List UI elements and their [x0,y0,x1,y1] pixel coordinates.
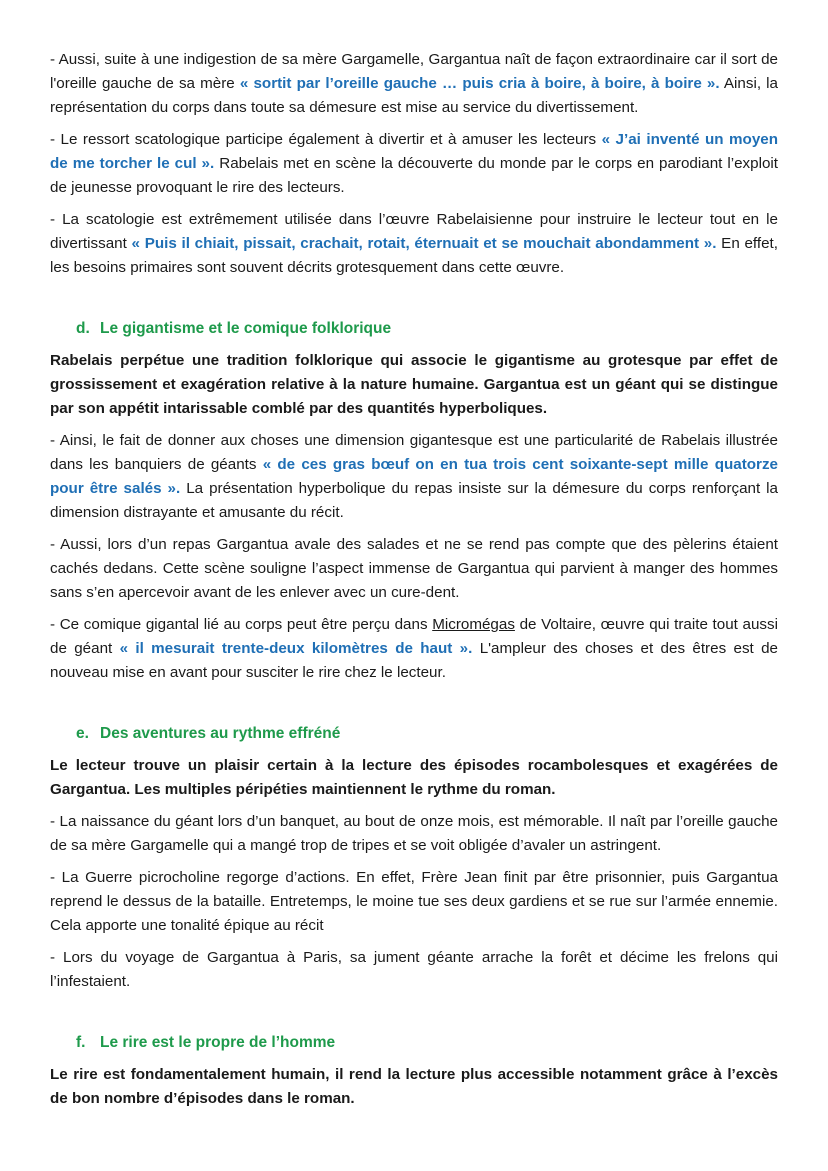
paragraph-birth-ear: - Aussi, suite à une indigestion de sa mère Gargamelle, Gargantua naît de façon extraordinaire car il sort de l'oreille gauche de sa mère « sortit par l’oreille gauche … puis cria à boire, à boire, à boire ». Ainsi, la représentation du corps dans toute sa démesure est mise au service du divertissement. [50,51,779,116]
paragraph-picrocholine-war: - La Guerre picrocholine regorge d’actions. En effet, Frère Jean finit par être prisonnier, puis Gargantua reprend le dessus de la bataille. Entretemps, le moine tue ses deux gardiens et se rue sur l’armée ennemie. Cela apporte une tonalité épique au récit [50,869,778,934]
section-heading-d: d. Le gigantisme et le comique folklorique [76,320,392,337]
section-d-intro: Rabelais perpétue une tradition folklorique qui associe le gigantisme au grotesque par effet de grossissement et exagération relative à la nature humaine. Gargantua est un géant qui se distingue par son appétit intarissable comblé par des quantités hyperboliques. [50,352,778,417]
paragraph-micromegas: - Ce comique gigantal lié au corps peut être perçu dans Micromégas de Voltaire, œuvre qui traite tout aussi de géant « il mesurait trente-deux kilomètres de haut ». L'ampleur des choses et des êtres est de nouveau mise en avant pour susciter le rire chez le lecteur. [50,616,779,681]
paragraph-birth-banquet: - La naissance du géant lors d’un banquet, au bout de onze mois, est mémorable. Il naît par l’oreille gauche de sa mère Gargamelle qui a mangé trop de tripes et se voit obligée d’avaler un astringent. [50,813,778,854]
paragraph-giant-feast: - Ainsi, le fait de donner aux choses une dimension gigantesque est une particularité de Rabelais illustrée dans les banquiers de géants « de ces gras bœuf on en tua trois cent soixante-sept mille quatorze pour être salés ». La présentation hyperbolique du repas insiste sur la démesure du corps renforçant la dimension distrayante et amusante du récit. [50,432,779,521]
section-e-intro: Le lecteur trouve un plaisir certain à la lecture des épisodes rocambolesques et exagérées de Gargantua. Les multiples péripéties maintiennent le rythme du roman. [50,757,778,798]
quote: « Puis il chiait, pissait, crachait, rotait, éternuait et se mouchait abondamment ». [131,235,717,252]
paragraph-paris-journey: - Lors du voyage de Gargantua à Paris, sa jument géante arrache la forêt et décime les frelons qui l’infestaient. [50,949,778,990]
quote: « sortit par l’oreille gauche … puis cria à boire, à boire, à boire ». [239,75,720,92]
section-heading-f: f. Le rire est le propre de l’homme [76,1034,336,1051]
quote: « J’ai inventé un moyen de me torcher le cul ». [50,131,778,172]
section-f-intro: Le rire est fondamentalement humain, il rend la lecture plus accessible notamment grâce à l’excès de bon nombre d’épisodes dans le roman. [50,1066,778,1107]
section-heading-e: e. Des aventures au rythme effréné [76,725,341,742]
paragraph-scatology-2: - La scatologie est extrêmement utilisée dans l’œuvre Rabelaisienne pour instruire le lecteur tout en le divertissant « Puis il chiait, pissait, crachait, rotait, éternuait et se mouchait abondamment ». En effet, les besoins primaires sont souvent décrits grotesquement dans cette œuvre. [50,211,778,276]
paragraph-scatology-1: - Le ressort scatologique participe également à divertir et à amuser les lecteurs « J’ai inventé un moyen de me torcher le cul ». Rabelais met en scène la découverte du monde par le corps en parodiant l’exploit de jeunesse provoquant le rire des lecteurs. [50,131,778,196]
book-title: Micromégas [432,616,515,633]
quote: « il mesurait trente-deux kilomètres de haut ». [119,640,473,657]
quote: « de ces gras bœuf on en tua trois cent soixante-sept mille quatorze pour être salés ». [50,456,778,497]
paragraph-pilgrims: - Aussi, lors d’un repas Gargantua avale des salades et ne se rend pas compte que des pèlerins étaient cachés dedans. Cette scène souligne l’aspect immense de Gargantua qui parvient à manger des hommes sans s’en apercevoir avant de les enlever avec un cure-dent. [50,536,778,601]
document-body [50,48,778,1119]
